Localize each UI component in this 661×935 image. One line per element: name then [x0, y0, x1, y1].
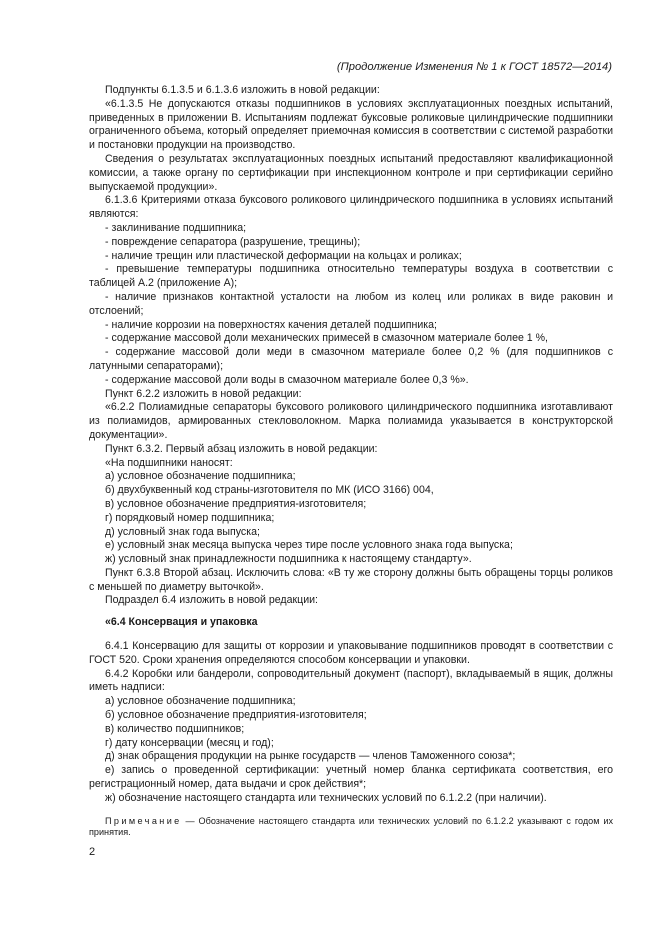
paragraph: «6.2.2 Полиамидные сепараторы буксового роликового цилиндрического подшипника изготавливают из полиамидов, армированных стекловолокном. Марка полиамида указывается в конструкторской документации». — [89, 401, 613, 441]
paragraph: - повреждение сепаратора (разрушение, трещины); — [105, 235, 361, 248]
paragraph: г) порядковый номер подшипника; — [105, 511, 275, 524]
paragraph: - превышение температуры подшипника относительно температуры воздуха в соответствии с таблицей А.2 (приложение А); — [89, 263, 613, 290]
note-text: — Обозначение настоящего стандарта или технических условий по 6.1.2.2 указывают с годом их принятия. — [89, 815, 613, 838]
note — [89, 816, 613, 839]
paragraph: «На подшипники наносят: — [105, 456, 233, 469]
paragraph: - наличие признаков контактной усталости на любом из колец или роликах в виде раковин и отслоений; — [89, 290, 613, 317]
paragraph: - наличие трещин или пластической деформации на кольцах и роликах; — [105, 249, 462, 262]
running-header: (Продолжение Изменения № 1 к ГОСТ 18572—2014) — [336, 61, 612, 73]
paragraph: - содержание массовой доли механических примесей в смазочном материале более 1 %, — [105, 332, 548, 345]
paragraph: Подраздел 6.4 изложить в новой редакции: — [105, 594, 318, 607]
paragraph: Пункт 6.2.2 изложить в новой редакции: — [105, 387, 302, 400]
paragraph: а) условное обозначение подшипника; — [105, 470, 296, 483]
section-paragraphs — [89, 640, 613, 806]
paragraph: 6.1.3.6 Критериями отказа буксового роликового цилиндрического подшипника в условиях испытаний являются: — [89, 194, 613, 221]
paragraph: б) двухбуквенный код страны-изготовителя по МК (ИСО 3166) 004, — [105, 484, 434, 497]
amendment-paragraphs — [89, 84, 613, 608]
paragraph: 6.4.1 Консервацию для защиты от коррозии и упаковывание подшипников проводят в соответствии с ГОСТ 520. Сроки хранения определяются способом консервации и упаковки. — [89, 640, 613, 666]
paragraph: Сведения о результатах эксплуатационных поездных испытаний предоставляют квалификационной комиссии, а также органу по сертификации при инспекционном контроле и при сертификации серийно выпускаемой продукции». — [89, 152, 613, 193]
paragraph: - заклинивание подшипника; — [105, 221, 247, 234]
paragraph: Подпункты 6.1.3.5 и 6.1.3.6 изложить в новой редакции: — [105, 84, 380, 96]
paragraph: ж) условный знак принадлежности подшипника к настоящему стандарту». — [105, 553, 472, 566]
paragraph: в) условное обозначение предприятия-изготовителя; — [105, 497, 367, 510]
paragraph: е) запись о проведенной сертификации: учетный номер бланка сертификата соответствия, его регистрационный номер, дата выдачи и срок действия*; — [89, 764, 613, 791]
paragraph: г) дату консервации (месяц и год); — [105, 736, 274, 749]
paragraph: а) условное обозначение подшипника; — [105, 695, 296, 708]
paragraph: в) количество подшипников; — [105, 722, 245, 735]
paragraph: - наличие коррозии на поверхностях качения деталей подшипника; — [105, 318, 437, 331]
paragraph: б) условное обозначение предприятия-изготовителя; — [105, 709, 367, 722]
paragraph: ж) обозначение настоящего стандарта или технических условий по 6.1.2.2 (при наличии). — [105, 791, 547, 804]
paragraph: - содержание массовой доли воды в смазочном материале более 0,3 %». — [105, 373, 469, 386]
paragraph: д) знак обращения продукции на рынке государств — членов Таможенного союза*; — [105, 750, 516, 763]
note-label: Примечание — [105, 815, 182, 826]
section-heading: «6.4 Консервация и упаковка — [105, 616, 258, 629]
paragraph: Пункт 6.3.2. Первый абзац изложить в новой редакции: — [105, 442, 378, 455]
paragraph: е) условный знак месяца выпуска через тире после условного знака года выпуска; — [105, 539, 513, 552]
paragraph: 6.4.2 Коробки или бандероли, сопроводительный документ (паспорт), вкладываемый в ящик, должны иметь надписи: — [89, 667, 613, 694]
paragraph: Пункт 6.3.8 Второй абзац. Исключить слова: «В ту же сторону должны быть обращены торцы роликов с меньшей по диаметру выточкой». — [89, 566, 613, 593]
page-number: 2 — [89, 846, 96, 858]
paragraph: «6.1.3.5 Не допускаются отказы подшипников в условиях эксплуатационных поездных испытаний, приведенных в приложении В. Испытаниям подлежат буксовые роликовые цилиндрические подшипники ограниченного объема, который определяет приемочная комиссия в соответствии с системой разработки и постановки продукции на производство. — [89, 97, 613, 152]
paragraph: - содержание массовой доли меди в смазочном материале более 0,2 % (для подшипников с латунными сепараторами); — [89, 346, 613, 372]
paragraph: д) условный знак года выпуска; — [105, 525, 260, 538]
document-body — [89, 84, 613, 839]
